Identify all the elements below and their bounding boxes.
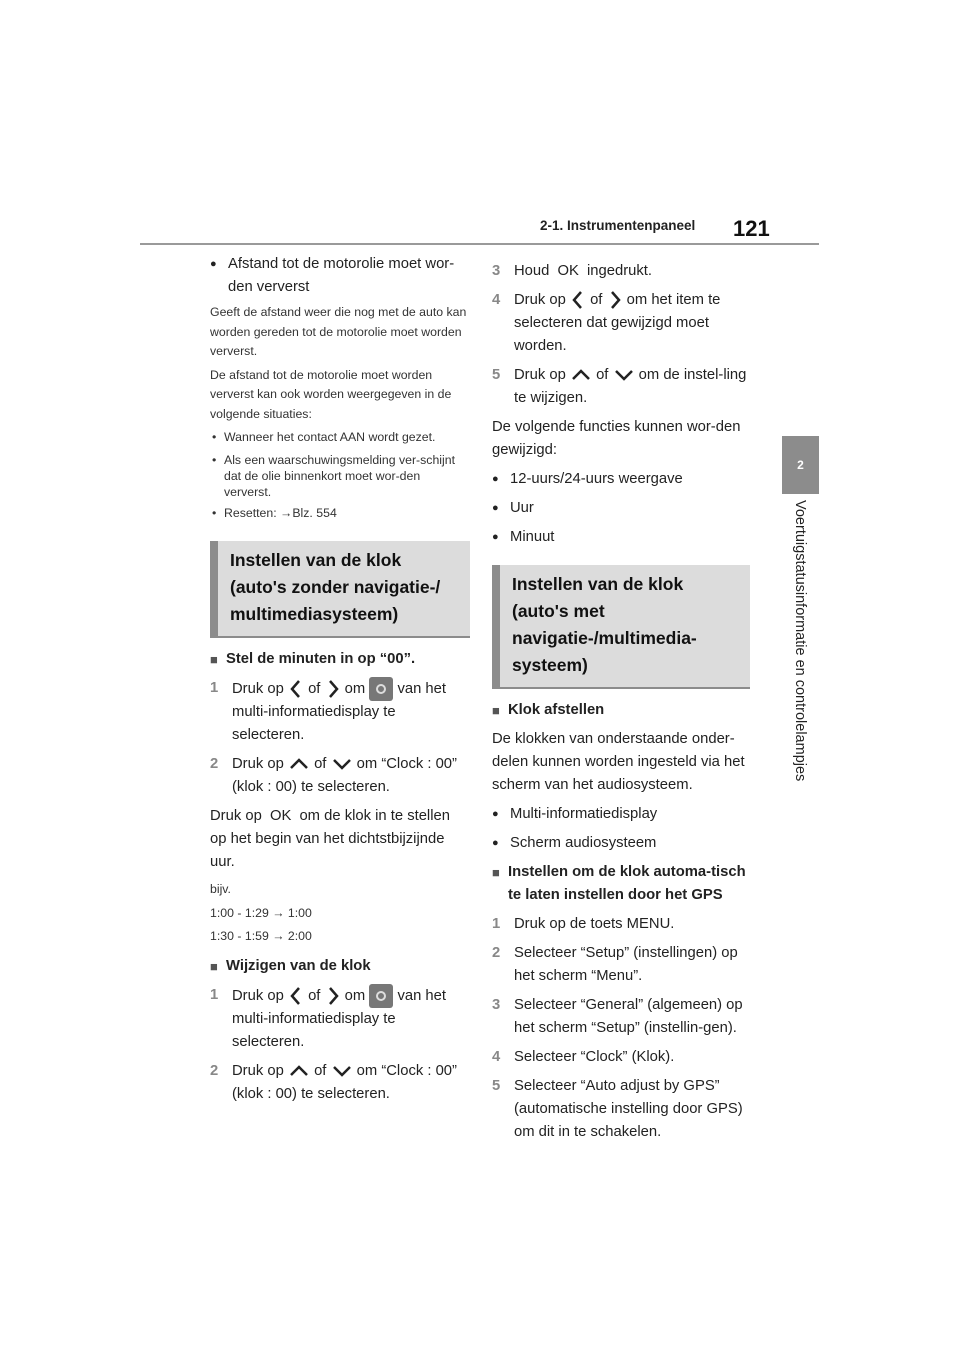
chapter-title-text: Voertuigstatusinformatie en controlelampjes	[792, 500, 808, 782]
chapter-title-vertical	[775, 500, 825, 800]
chevron-down-icon	[331, 1063, 353, 1079]
subheading: ■ Stel de minuten in op “00”.	[210, 648, 470, 671]
settings-gear-icon	[369, 984, 393, 1008]
page-number: 121	[733, 216, 770, 241]
chevron-up-icon	[570, 367, 592, 383]
step-2: 2 Druk op of om “Clock : 00” (klok : 00) te selecteren.	[210, 756, 457, 795]
list-item: ● Uur	[492, 497, 750, 520]
paragraph: Druk op OK om de klok in te stellen op het begin van het dichtstbijzijnde uur.	[210, 808, 450, 870]
chevron-up-icon	[288, 1063, 310, 1079]
chapter-tab: 2	[782, 436, 819, 494]
list-item: ● Multi-informatiedisplay	[492, 803, 750, 826]
bullet-heading: ● Afstand tot de motorolie moet wor- den ververst	[210, 253, 470, 299]
step-1: 1 Druk op de toets MENU.	[492, 916, 675, 932]
section-header: 2-1. Instrumentenpaneel	[540, 218, 696, 233]
list-item: ● 12-uurs/24-uurs weergave	[492, 468, 750, 491]
step-3: 3 Houd OK ingedrukt.	[492, 263, 652, 279]
list-item: • Als een waarschuwingsmelding ver-schijnt dat de olie binnenkort moet wor-den ververst.	[210, 452, 470, 500]
step-5: 5 Druk op of om de instel-ling te wijzigen.	[492, 367, 747, 406]
left-column	[210, 253, 470, 1112]
paragraph: Geeft de afstand weer die nog met de auto kan worden gereden tot de motorolie moet worden ververst.	[210, 305, 467, 358]
list-item: ● Minuut	[492, 526, 750, 549]
step-1: 1 Druk op of om van het multi-informatiedisplay te selecteren.	[210, 677, 470, 747]
subheading: ■ Instellen om de klok automa-tisch te laten instellen door het GPS	[492, 861, 750, 907]
ok-button-label: OK	[269, 808, 292, 824]
section-heading: Instellen van de klok (auto's met navigatie-/multimedia-systeem)	[492, 565, 750, 689]
right-column	[492, 260, 750, 1150]
section-heading: Instellen van de klok (auto's zonder navigatie-/ multimediasysteem)	[210, 541, 470, 638]
list-item: ● Scherm audiosysteem	[492, 832, 750, 855]
header-rule	[140, 243, 819, 245]
subheading: ■ Klok afstellen	[492, 699, 750, 722]
step-4: 4 Druk op of om het item te selecteren dat gewijzigd moet worden.	[492, 289, 750, 358]
chevron-left-icon	[288, 678, 304, 700]
step-5: 5 Selecteer “Auto adjust by GPS” (automatische instelling door GPS) om dit in te schakelen.	[492, 1078, 743, 1140]
list-item: • Wanneer het contact AAN wordt gezet.	[210, 428, 470, 448]
list-item: • Resetten: →Blz. 554	[210, 504, 470, 524]
step-1: 1 Druk op of om van het multi-informatiedisplay te selecteren.	[210, 984, 470, 1054]
paragraph: De volgende functies kunnen wor-den gewijzigd:	[492, 419, 741, 458]
paragraph: De klokken van onderstaande onder-delen kunnen worden ingesteld via het scherm van het audiosysteem.	[492, 731, 745, 793]
ok-button-label: OK	[557, 263, 579, 279]
chevron-left-icon	[570, 289, 586, 311]
chevron-right-icon	[325, 985, 341, 1007]
settings-gear-icon	[369, 677, 393, 701]
chevron-up-icon	[288, 756, 310, 772]
subheading: ■ Wijzigen van de klok	[210, 955, 470, 978]
step-2: 2 Druk op of om “Clock : 00” (klok : 00) te selecteren.	[210, 1062, 457, 1102]
example-label: bijv.	[210, 882, 231, 896]
step-2: 2 Selecteer “Setup” (instellingen) op het scherm “Menu”.	[492, 945, 738, 984]
step-3: 3 Selecteer “General” (algemeen) op het scherm “Setup” (instellin-gen).	[492, 997, 743, 1036]
chevron-down-icon	[331, 756, 353, 772]
example-line: 1:00 - 1:29 → 1:00	[210, 905, 312, 920]
paragraph: De afstand tot de motorolie moet worden ververst kan ook worden weergegeven in de volgende situaties:	[210, 367, 452, 421]
chevron-right-icon	[325, 678, 341, 700]
chevron-right-icon	[607, 289, 623, 311]
step-4: 4 Selecteer “Clock” (Klok).	[492, 1049, 675, 1065]
chevron-down-icon	[613, 367, 635, 383]
example-line: 1:30 - 1:59 → 2:00	[210, 929, 312, 943]
chevron-left-icon	[288, 985, 304, 1007]
